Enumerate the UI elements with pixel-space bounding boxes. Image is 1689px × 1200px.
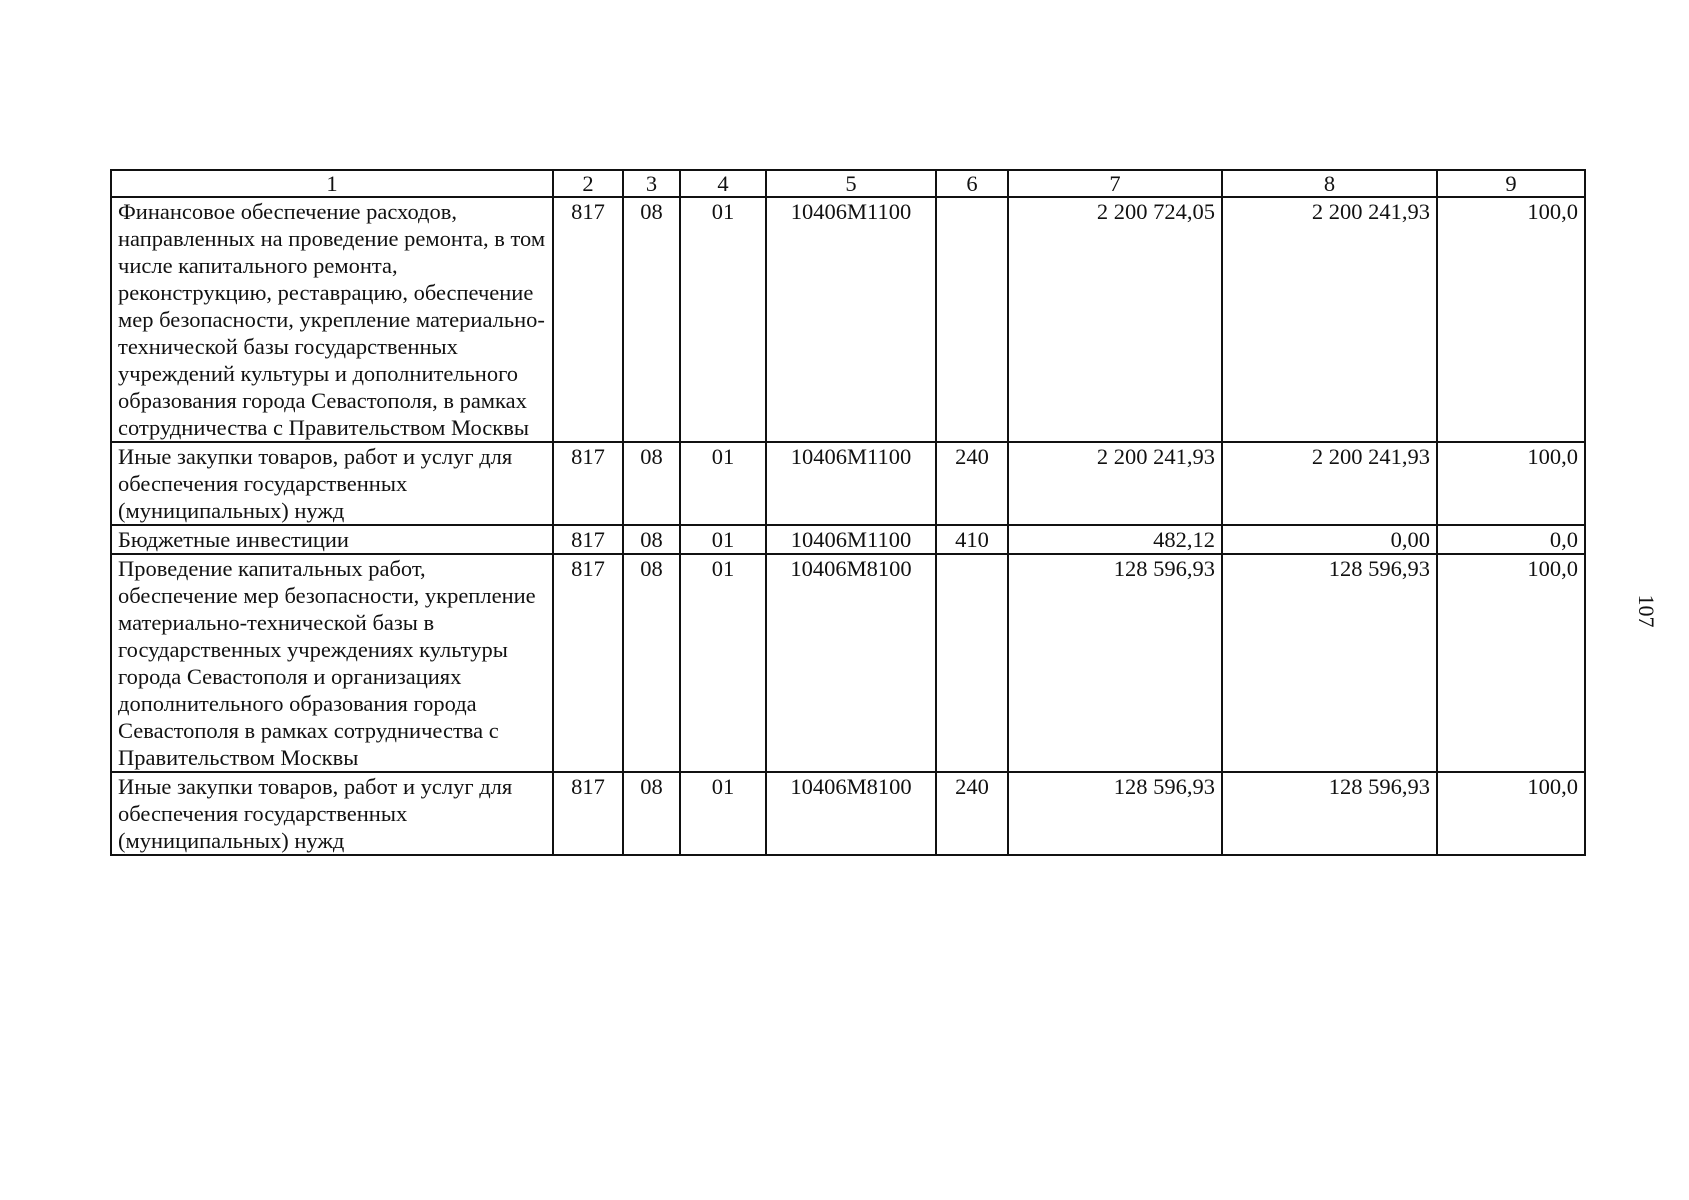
row-col-8: 128 596,93	[1222, 554, 1437, 772]
row-col-5: 10406М1100	[766, 197, 936, 442]
row-col-9: 100,0	[1437, 442, 1585, 525]
row-col-3: 08	[623, 442, 680, 525]
row-col-9: 0,0	[1437, 525, 1585, 554]
header-col-3: 3	[623, 170, 680, 197]
row-col-6	[936, 554, 1008, 772]
row-col-7: 128 596,93	[1008, 772, 1222, 855]
row-col-6: 240	[936, 442, 1008, 525]
row-col-2: 817	[553, 772, 623, 855]
row-col-5: 10406М1100	[766, 525, 936, 554]
row-name: Бюджетные инвестиции	[111, 525, 553, 554]
row-col-8: 2 200 241,93	[1222, 442, 1437, 525]
row-col-4: 01	[680, 525, 766, 554]
row-name: Проведение капитальных работ, обеспечение мер безопасности, укрепление материально-технической базы в государственных учреждениях культуры города Севастополя и организациях дополнительного образования города Севастополя в рамках сотрудничества с Правительством Москвы	[111, 554, 553, 772]
row-col-5: 10406М8100	[766, 554, 936, 772]
table-header-row	[111, 170, 1585, 197]
row-col-6: 410	[936, 525, 1008, 554]
row-col-4: 01	[680, 197, 766, 442]
row-name: Иные закупки товаров, работ и услуг для обеспечения государственных (муниципальных) нужд	[111, 442, 553, 525]
table-row	[111, 442, 1585, 525]
header-col-5: 5	[766, 170, 936, 197]
header-col-7: 7	[1008, 170, 1222, 197]
row-name: Иные закупки товаров, работ и услуг для обеспечения государственных (муниципальных) нужд	[111, 772, 553, 855]
header-col-8: 8	[1222, 170, 1437, 197]
row-col-5: 10406М8100	[766, 772, 936, 855]
row-col-3: 08	[623, 554, 680, 772]
table-row	[111, 772, 1585, 855]
row-col-7: 482,12	[1008, 525, 1222, 554]
page-number: 107	[1634, 594, 1659, 628]
row-col-7: 2 200 241,93	[1008, 442, 1222, 525]
budget-table	[110, 169, 1586, 856]
table-row	[111, 554, 1585, 772]
row-col-2: 817	[553, 197, 623, 442]
row-col-6: 240	[936, 772, 1008, 855]
row-col-3: 08	[623, 197, 680, 442]
row-col-2: 817	[553, 554, 623, 772]
row-name: Финансовое обеспечение расходов, направленных на проведение ремонта, в том числе капитального ремонта, реконструкцию, реставрацию, обеспечение мер безопасности, укрепление материально-технической базы государственных учреждений культуры и дополнительного образования города Севастополя, в рамках сотрудничества с Правительством Москвы	[111, 197, 553, 442]
row-col-9: 100,0	[1437, 197, 1585, 442]
header-col-6: 6	[936, 170, 1008, 197]
header-col-1: 1	[111, 170, 553, 197]
row-col-8: 0,00	[1222, 525, 1437, 554]
row-col-9: 100,0	[1437, 554, 1585, 772]
header-col-2: 2	[553, 170, 623, 197]
row-col-5: 10406М1100	[766, 442, 936, 525]
row-col-3: 08	[623, 772, 680, 855]
row-col-7: 2 200 724,05	[1008, 197, 1222, 442]
row-col-8: 2 200 241,93	[1222, 197, 1437, 442]
table-row	[111, 525, 1585, 554]
row-col-7: 128 596,93	[1008, 554, 1222, 772]
row-col-6	[936, 197, 1008, 442]
row-col-4: 01	[680, 442, 766, 525]
row-col-4: 01	[680, 772, 766, 855]
row-col-4: 01	[680, 554, 766, 772]
row-col-2: 817	[553, 442, 623, 525]
header-col-9: 9	[1437, 170, 1585, 197]
table-row	[111, 197, 1585, 442]
row-col-3: 08	[623, 525, 680, 554]
row-col-9: 100,0	[1437, 772, 1585, 855]
header-col-4: 4	[680, 170, 766, 197]
row-col-2: 817	[553, 525, 623, 554]
row-col-8: 128 596,93	[1222, 772, 1437, 855]
